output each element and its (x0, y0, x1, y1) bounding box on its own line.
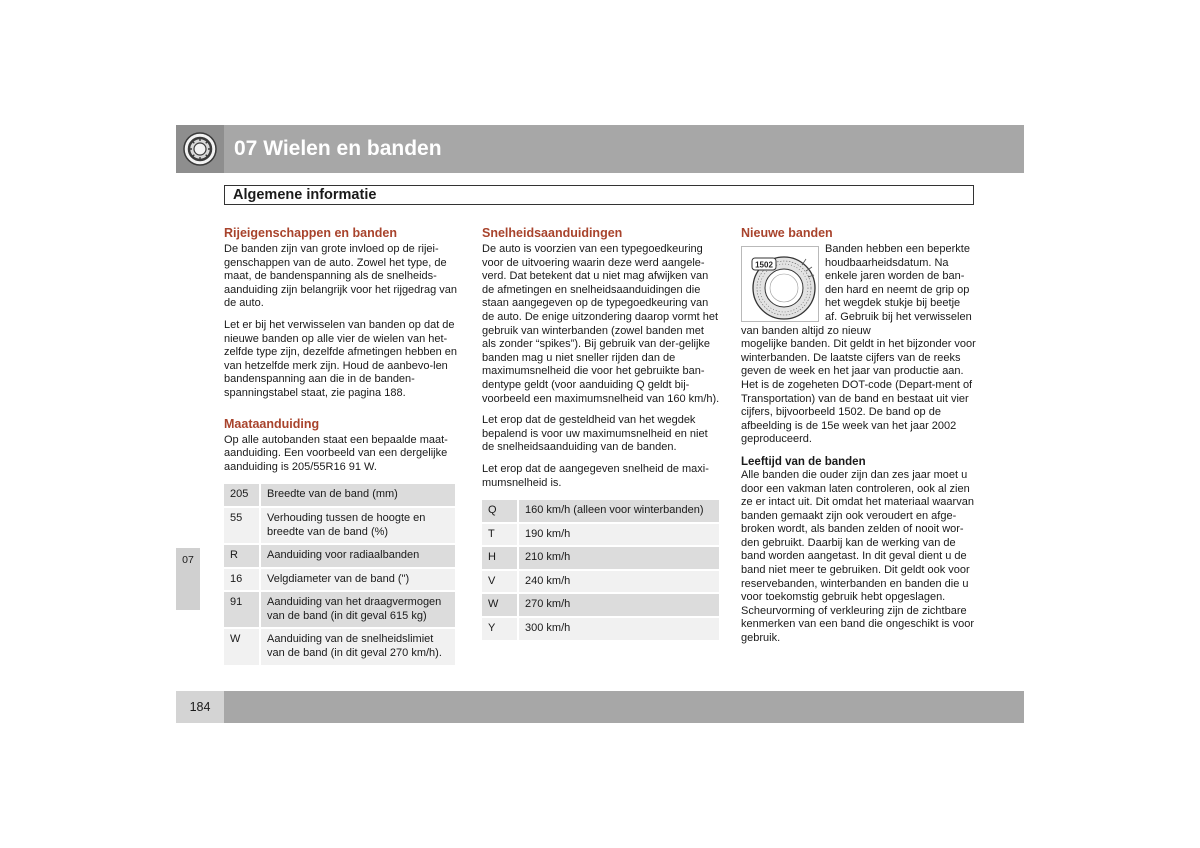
tire-icon (182, 131, 218, 167)
table-cell-desc: Aanduiding voor radiaalbanden (259, 545, 455, 567)
table-cell-desc: Aanduiding van het draagvermogen van de band (in dit geval 615 kg) (259, 592, 455, 627)
table-cell-code: 91 (224, 592, 259, 627)
tire-illustration-icon (742, 247, 818, 321)
table-row (224, 629, 455, 664)
text-line: den hard en neemt de grip op (825, 283, 970, 296)
chapter-header (176, 125, 1024, 173)
paragraph: Alle banden die ouder zijn dan zes jaar moet u door een vakman laten controleren, ook al zien ze er intact uit. Dit omdat het materiaal waarvan banden gemaakt zijn ook veroudert en afge-broken wordt, als banden zelden of nooit wor-den gebruikt. Daarbij kan de werking van de band worden aangetast. In dit geval dient u de band niet meer te gebruiken. Dit geldt ook voor reservebanden, winterbanden en banden die u voor toekomstig gebruik hebt opgeslagen. Scheurvorming of verkleuring zijn de zichtbare kenmerken van een band die ongeschikt is voor gebruik. (741, 468, 974, 645)
size-marking-table (224, 482, 455, 666)
table-cell-desc: Aanduiding van de snelheidslimiet van de band (in dit geval 270 km/h). (259, 629, 455, 664)
column-3 (741, 226, 977, 654)
section-title: Algemene informatie (224, 185, 974, 205)
table-row (482, 547, 719, 569)
table-cell-desc: 160 km/h (alleen voor winterbanden) (517, 500, 719, 522)
table-row (482, 500, 719, 522)
table-cell-code: H (482, 547, 517, 569)
table-cell-code: T (482, 524, 517, 546)
heading-maataanduiding: Maataanduiding (224, 416, 320, 431)
table-cell-desc: 300 km/h (517, 618, 719, 640)
heading-snelheidsaanduidingen: Snelheidsaanduidingen (482, 226, 623, 240)
text-line: af. Gebruik bij het verwisselen (825, 310, 972, 323)
side-chapter-tab: 07 (176, 548, 200, 610)
chapter-title: 07 Wielen en banden (234, 137, 442, 160)
table-cell-code: Y (482, 618, 517, 640)
dot-code-label: 1502 (755, 260, 773, 270)
table-cell-desc: Velgdiameter van de band (") (259, 569, 455, 591)
table-cell-code: W (482, 594, 517, 616)
table-cell-code: 16 (224, 569, 259, 591)
speed-rating-table (482, 498, 719, 642)
table-cell-code: 55 (224, 508, 259, 543)
table-cell-desc: Breedte van de band (mm) (259, 484, 455, 506)
paragraph: Let er bij het verwisselen van banden op dat de nieuwe banden op alle vier de wielen van het-zelfde type zijn, dezelfde afmetingen hebben en van hetzelfde merk zijn. Houd de aanbevo-len bandenspanning aan die in de banden-spanningstabel staat, zie pagina 188. (224, 318, 457, 399)
table-row (224, 484, 455, 506)
column-2 (482, 226, 720, 642)
table-row (482, 524, 719, 546)
text-line: van banden altijd zo nieuw (741, 324, 871, 337)
heading-leeftijd: Leeftijd van de banden (741, 455, 866, 468)
table-cell-code: W (224, 629, 259, 664)
table-cell-desc: 270 km/h (517, 594, 719, 616)
table-cell-code: R (224, 545, 259, 567)
paragraph: De banden zijn van grote invloed op de rijei-genschappen van de auto. Zowel het type, de maat, de bandenspanning als de snelheids-aanduiding zijn belangrijk voor het rijgedrag van de auto. (224, 243, 457, 310)
table-cell-desc: Verhouding tussen de hoogte en breedte van de band (%) (259, 508, 455, 543)
table-cell-desc: 210 km/h (517, 547, 719, 569)
table-row (224, 592, 455, 627)
table-row (482, 618, 719, 640)
paragraph: Let erop dat de gesteldheid van het wegdek bepalend is voor uw maximumsnelheid en niet de snelheidsaanduiding van de banden. (482, 414, 708, 454)
paragraph: mogelijke banden. Dit geldt in het bijzonder voor winterbanden. De laatste cijfers van de reeks geven de week en het jaar van productie aan. Het is de zogeheten DOT-code (Depart-ment of Transportation) van de band en bestaat uit vier cijfers, bijvoorbeeld 1502. De band op de afbeelding is de 15e week van het jaar 2002 geproduceerd. (741, 338, 976, 446)
text-line: houdbaarheidsdatum. Na (825, 256, 949, 269)
text-line: het wegdek stukje bij beetje (825, 297, 961, 310)
paragraph: De auto is voorzien van een typegoedkeuring voor de uitvoering waarin deze werd aangele-verd. Dat betekent dat u niet mag afwijken van de afmetingen en snelheidsaanduidingen die staan aangegeven op de typegoedkeuring van de auto. De enige uitzondering daarop vormt het gebruik van winterbanden (zowel banden met als zonder “spikes”). Bij gebruik van der-gelijke banden mag u niet sneller rijden dan de maximumsnelheid die voor het gebruikte ban-dentype geldt (voor aanduiding Q geldt bij-voorbeeld een maximumsnelheid van 160 km/h). (482, 243, 720, 405)
table-cell-code: Q (482, 500, 517, 522)
text-line: Banden hebben een beperkte (825, 243, 970, 255)
table-cell-desc: 240 km/h (517, 571, 719, 593)
page-number: 184 (176, 691, 224, 723)
text-line: enkele jaren worden de ban- (825, 270, 965, 283)
paragraph: Let erop dat de aangegeven snelheid de maxi-mumsnelheid is. (482, 462, 709, 489)
heading-nieuwe-banden: Nieuwe banden (741, 226, 833, 240)
heading-rijeigenschappen: Rijeigenschappen en banden (224, 226, 397, 240)
table-cell-code: 205 (224, 484, 259, 506)
paragraph: Op alle autobanden staat een bepaalde maat-aanduiding. Een voorbeeld van een dergelijke aanduiding is 205/55R16 91 W. (224, 433, 448, 473)
table-row (224, 508, 455, 543)
tire-dot-code-image (741, 246, 819, 322)
table-row (482, 571, 719, 593)
table-row (224, 545, 455, 567)
table-cell-desc: 190 km/h (517, 524, 719, 546)
table-cell-code: V (482, 571, 517, 593)
chapter-icon-box (176, 125, 224, 173)
table-row (224, 569, 455, 591)
table-row (482, 594, 719, 616)
page-footer (176, 691, 1024, 723)
column-1 (224, 226, 460, 667)
